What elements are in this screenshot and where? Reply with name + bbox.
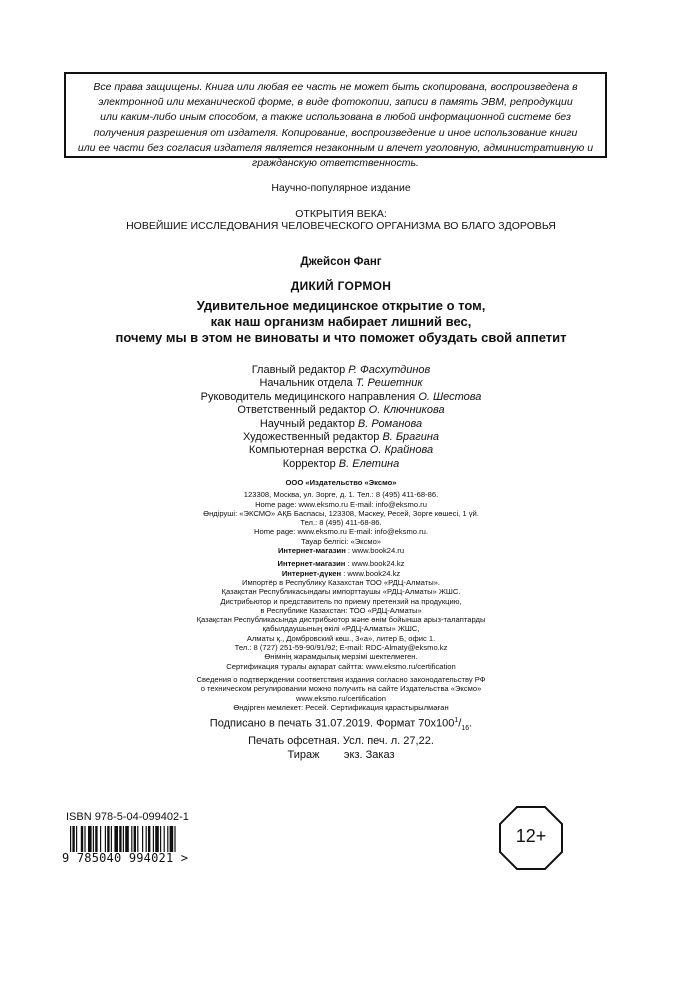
barcode-bar xyxy=(164,826,165,852)
series-line-1: ОТКРЫТИЯ ВЕКА: xyxy=(295,208,387,220)
imprint-line: Сертификация туралы ақпарат сайтта: www.eksmo.ru/certification xyxy=(226,661,456,671)
barcode-bar xyxy=(105,826,106,852)
series-line-2: НОВЕЙШИЕ ИССЛЕДОВАНИЯ ЧЕЛОВЕЧЕСКОГО ОРГАНИЗМА ВО БЛАГО ЗДОРОВЬЯ xyxy=(126,220,556,232)
barcode-bar xyxy=(81,826,83,852)
imprint-line: Өндірген мемлекет: Ресей. Сертификация қарастырылмаған xyxy=(233,702,449,712)
imprint-line: о техническом регулировании можно получить на сайте Издательства «Эксмо» xyxy=(200,684,482,694)
staff-line xyxy=(0,404,682,417)
barcode-bar xyxy=(125,826,129,852)
author-name: Джейсон Фанг xyxy=(300,256,382,268)
barcode-bar xyxy=(70,826,71,852)
barcode-bar xyxy=(146,826,147,852)
print-signed-text: Подписано в печать 31.07.2019. Формат 70x100 xyxy=(209,717,455,730)
staff-role: Корректор xyxy=(282,457,336,470)
barcode-bar xyxy=(72,826,74,852)
barcode-bar xyxy=(153,826,154,852)
print-line-3: Тираж экз. Заказ xyxy=(287,748,395,761)
staff-line xyxy=(0,377,682,390)
imprint-line: Сведения о подтверждении соответствия издания согласно законодательству РФ xyxy=(196,674,486,684)
imprint-line: Алматы қ., Домбровский көш., 3«а», литер Б, офис 1. xyxy=(246,633,436,643)
staff-name: Т. Решетник xyxy=(355,377,423,390)
imprint-line: Тел.: 8 (727) 251-59-90/91/92; E-mail: RDC-Almaty@eksmo.kz xyxy=(234,643,448,653)
imprint-line: 123308, Москва, ул. Зорге, д. 1. Тел.: 8 (495) 411-68-86. xyxy=(243,490,439,500)
barcode-bar xyxy=(88,826,92,852)
imprint-line: Тел.: 8 (495) 411-68-86. xyxy=(300,518,382,528)
subtitle-line-3: почему мы в этом не виноваты и что поможет обуздать свой аппетит xyxy=(115,330,567,345)
staff-name: В. Романова xyxy=(357,417,423,430)
copyright-line: или ее части без согласия издателя является незаконным и влечет уголовную, административную и xyxy=(77,141,594,154)
barcode-bar xyxy=(76,826,77,852)
online-shop-label: Интернет-магазин xyxy=(277,546,346,556)
online-shop-kz2 xyxy=(0,569,682,578)
format-slash: / xyxy=(458,717,462,730)
barcode-bar xyxy=(174,826,175,852)
online-shop-url: : www.book24.kz xyxy=(345,559,405,569)
subtitle-block xyxy=(0,298,682,346)
edition-type: Научно-популярное издание xyxy=(271,182,411,194)
staff-role: Ответственный редактор xyxy=(237,404,366,417)
imprint-line: Қазақстан Республикасындағы импорттаушы «РДЦ-Алматы» ЖШС. xyxy=(221,587,461,597)
staff-role: Руководитель медицинского направления xyxy=(200,390,416,403)
barcode-bar xyxy=(107,826,109,852)
imprint-line: Импортёр в Республику Казахстан ТОО «РДЦ-Алматы». xyxy=(241,577,440,587)
imprint-line: Тауар белгісі: «Эксмо» xyxy=(300,536,382,546)
barcode-bar xyxy=(119,826,121,852)
barcode-bar xyxy=(167,826,168,852)
copyright-line: получения разрешения от издателя. Копирование, воспроизведение и иное использование книги xyxy=(93,126,578,139)
barcode-bar xyxy=(111,826,112,852)
barcode-bar xyxy=(114,826,118,852)
barcode-bar xyxy=(123,826,124,852)
online-shop-label: Интернет-дүкен xyxy=(281,568,342,578)
imprint-line: www.eksmo.ru/certification xyxy=(296,693,386,703)
barcode-bar xyxy=(134,826,136,852)
age-rating-text: 12+ xyxy=(515,826,547,846)
print-info xyxy=(0,714,682,762)
imprint-block xyxy=(0,478,682,712)
online-shop-label: Интернет-магазин xyxy=(277,559,346,569)
barcode-bar xyxy=(84,826,85,852)
staff-list xyxy=(0,364,682,471)
isbn-label: ISBN 978-5-04-099402-1 xyxy=(66,811,189,823)
barcode-bar xyxy=(131,826,132,852)
series-block xyxy=(0,208,682,232)
copyright-line: электронной или механической форме, в виде фотокопии, записи в память ЭВМ, репродукции xyxy=(98,96,573,109)
staff-line xyxy=(0,391,682,404)
barcode-digits: 9 785040 994021 > xyxy=(62,851,189,865)
subtitle-line-2: как наш организм набирает лишний вес, xyxy=(210,314,472,329)
imprint-line: қабылдаушының өкілі «РДЦ-Алматы» ЖШС, xyxy=(262,624,420,634)
copyright-line: или каким-либо иным способом, а также использована в любой информационной системе без xyxy=(100,111,571,124)
staff-line xyxy=(0,418,682,431)
copyright-line: Все права защищены. Книга или любая ее часть не может быть скопирована, воспроизведена в xyxy=(93,81,578,93)
book-title: ДИКИЙ ГОРМОН xyxy=(290,279,392,293)
staff-name: В. Брагина xyxy=(382,431,439,444)
staff-name: В. Елетина xyxy=(338,457,400,470)
staff-role: Главный редактор xyxy=(251,364,346,376)
barcode-bar xyxy=(137,826,138,852)
imprint-line: Дистрибьютор и представитель по приему претензий на продукцию, xyxy=(220,596,462,606)
staff-line xyxy=(0,364,682,377)
staff-role: Научный редактор xyxy=(259,417,355,430)
online-shop-ru xyxy=(0,546,682,555)
staff-role: Художественный редактор xyxy=(243,431,380,444)
online-shop-url: : www.book24.kz xyxy=(341,568,401,578)
staff-role: Компьютерная верстка xyxy=(248,444,367,457)
imprint-line: Өндіруші: «ЭКСМО» АҚБ Баспасы, 123308, Мәскеу, Ресей, Зорге көшесі, 1 үй. xyxy=(203,508,479,518)
imprint-line: в Республике Казахстан: ТОО «РДЦ-Алматы» xyxy=(260,605,422,615)
barcode-bar xyxy=(93,826,94,852)
publisher-name: ООО «Издательство «Эксмо» xyxy=(285,478,397,487)
barcode-bar xyxy=(155,826,159,852)
online-shop-kz xyxy=(0,559,682,568)
imprint-line: Қазақстан Республикасында дистрибьютор және өнім бойынша арыз-талаптарды xyxy=(196,615,486,625)
barcode-bar xyxy=(148,826,150,852)
format-sub: 16 xyxy=(461,724,470,732)
format-sup: 1 xyxy=(454,717,459,724)
barcode-bar xyxy=(142,826,143,852)
online-shop-url: : www.book24.ru xyxy=(345,546,405,556)
staff-name: О. Крайнова xyxy=(369,444,434,457)
print-signed-line xyxy=(0,714,682,735)
staff-name: О. Шестова xyxy=(418,390,482,403)
staff-role: Начальник отдела xyxy=(259,377,353,390)
staff-line xyxy=(0,444,682,457)
staff-line xyxy=(0,458,682,471)
imprint-line: Home page: www.eksmo.ru E-mail: info@eksmo.ru xyxy=(255,499,427,509)
staff-line xyxy=(0,431,682,444)
barcode-bar xyxy=(100,826,101,852)
barcode-bar xyxy=(95,826,97,852)
copyright-notice-box xyxy=(64,72,607,170)
copyright-line: гражданскую ответственность. xyxy=(252,157,419,170)
staff-name: Р. Фасхутдинов xyxy=(348,364,431,376)
barcode-bar xyxy=(170,826,174,852)
print-line-2: Печать офсетная. Усл. печ. л. 27,22. xyxy=(248,735,434,748)
barcode-bar xyxy=(160,826,161,852)
format-end: . xyxy=(469,717,473,730)
subtitle-line-1: Удивительное медицинское открытие о том, xyxy=(196,298,486,313)
imprint-line: Өнімнің жарамдылық мерзімі шектелмеген. xyxy=(264,652,418,662)
imprint-line: Home page: www.eksmo.ru E-mail: info@eksmo.ru. xyxy=(254,527,428,537)
staff-name: О. Ключникова xyxy=(368,404,445,417)
